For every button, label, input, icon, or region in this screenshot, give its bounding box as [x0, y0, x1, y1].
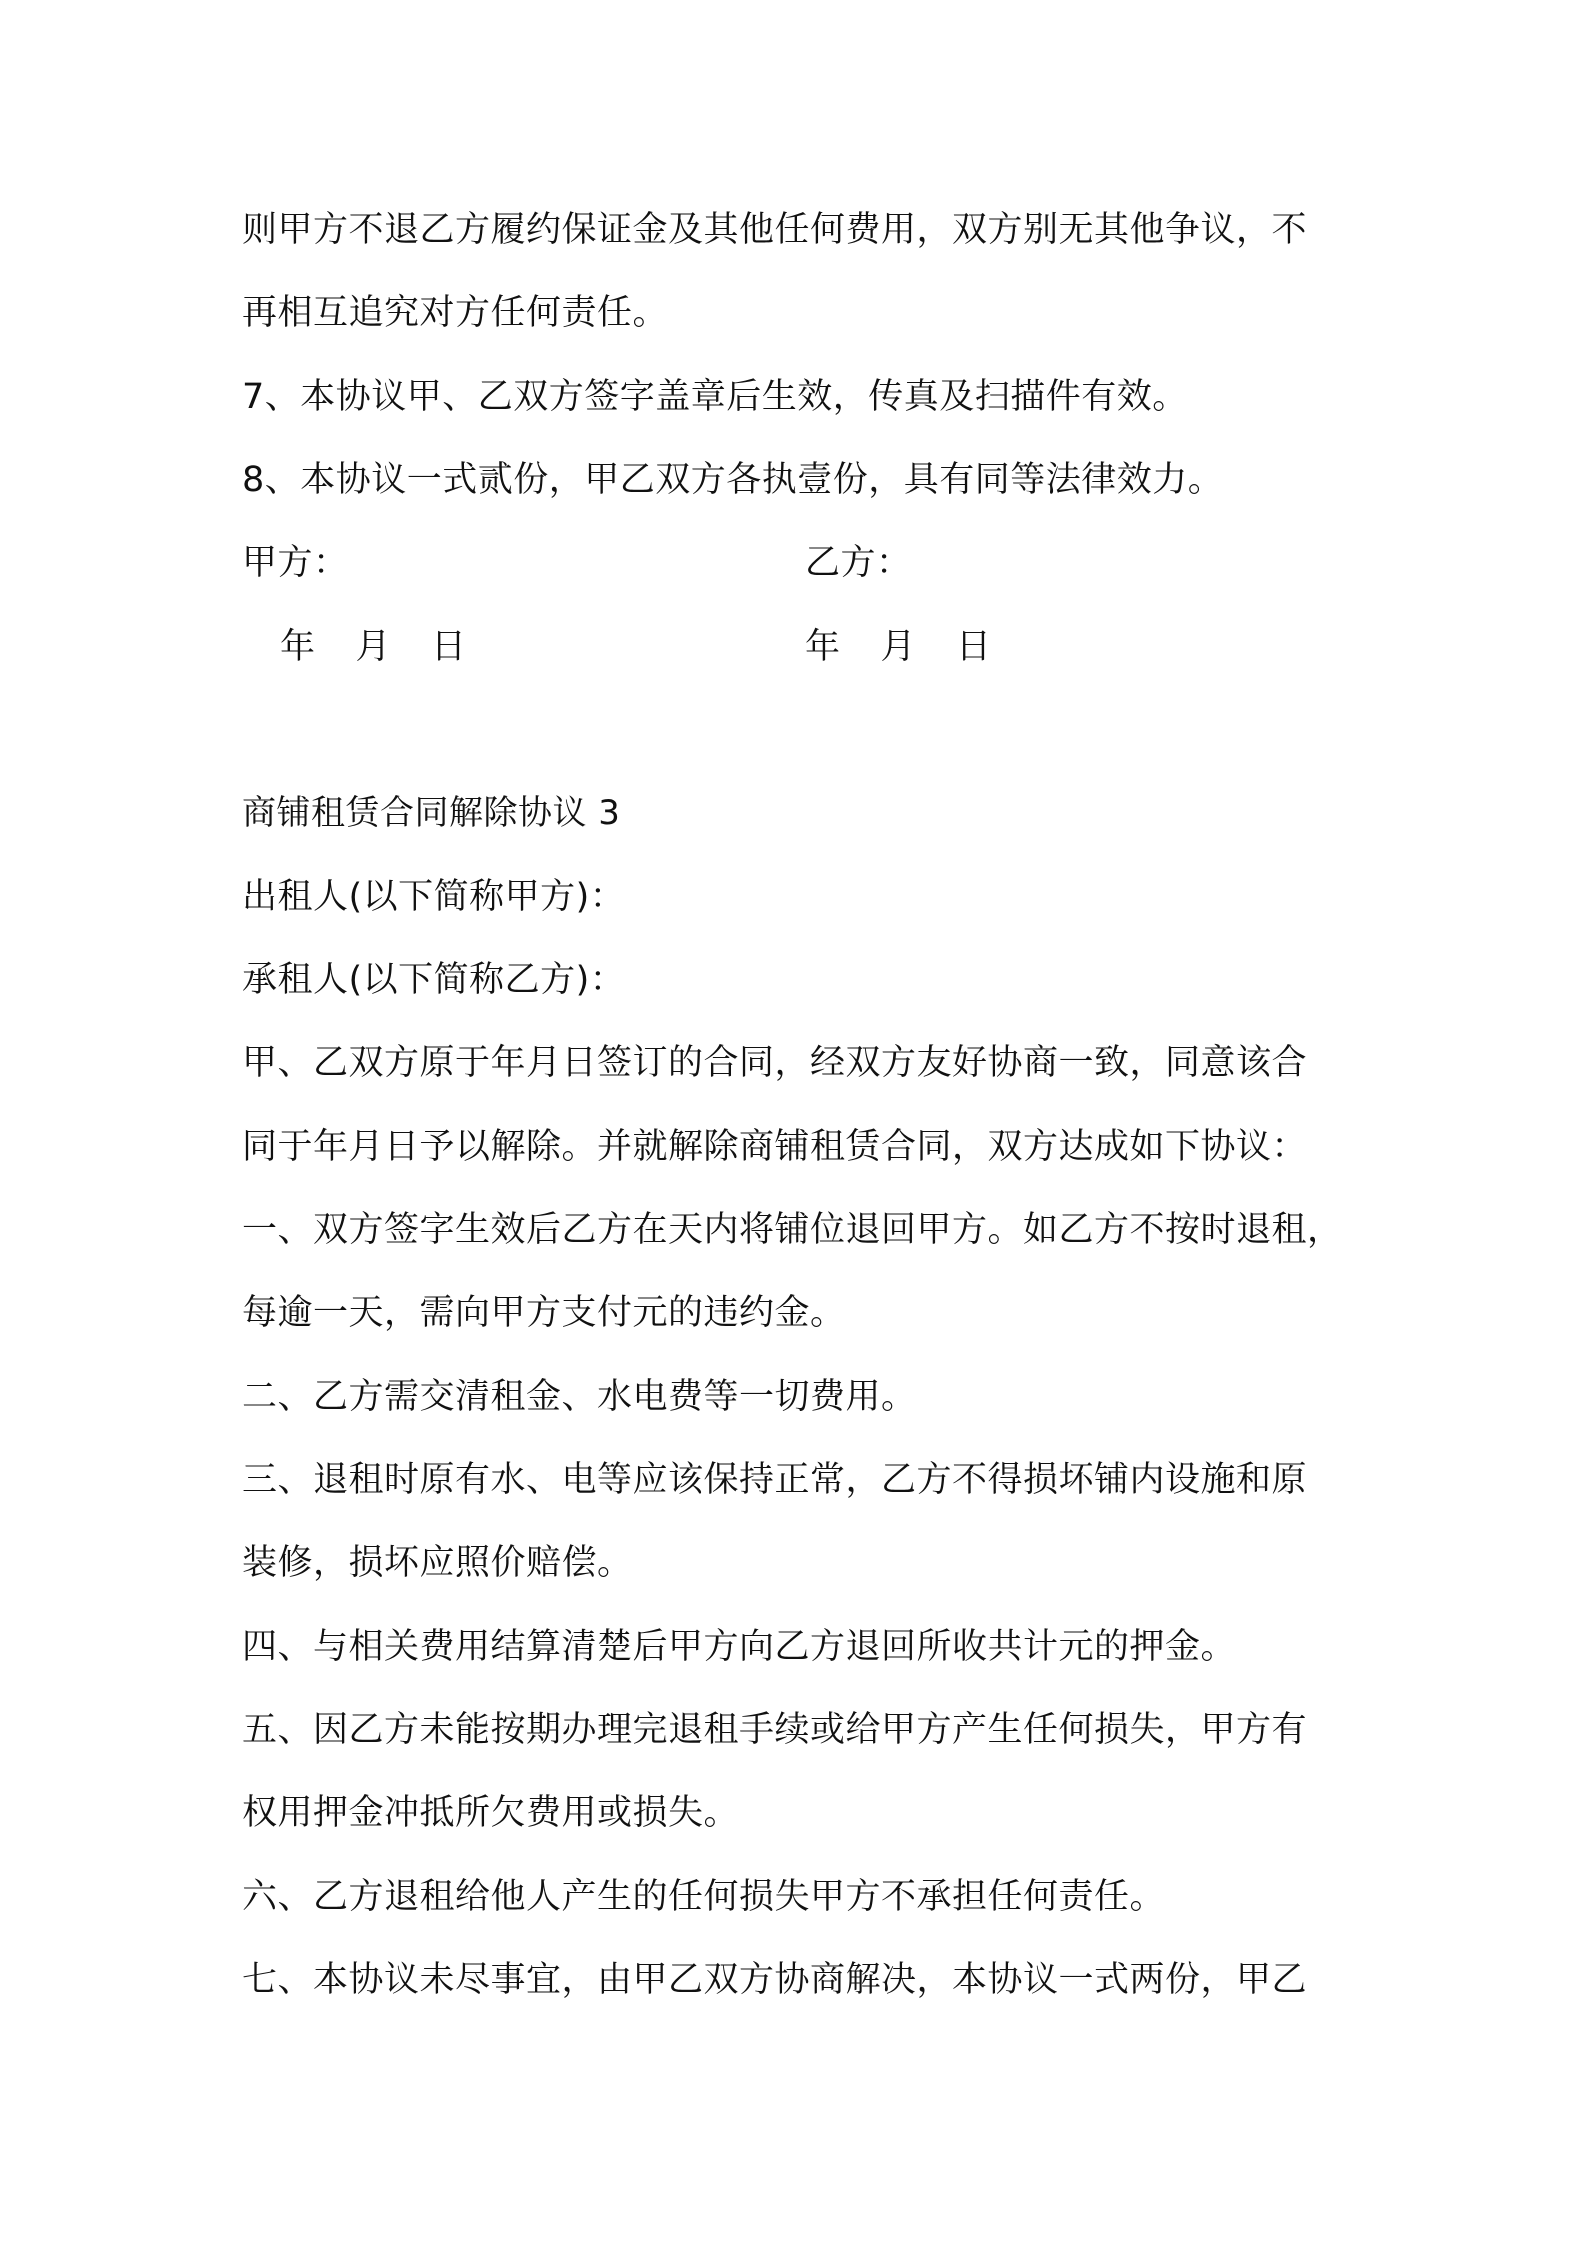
clause-7: 7、本协议甲、乙双方签字盖章后生效，传真及扫描件有效。	[242, 377, 1188, 417]
paragraph-line: 权用押金冲抵所欠费用或损失。	[242, 1793, 740, 1833]
party-b-date	[805, 622, 1105, 672]
party-b-label: 乙方：	[805, 543, 912, 583]
clause-1: 一、双方签字生效后乙方在天内将铺位退回甲方。如乙方不按时退租，	[242, 1210, 1343, 1250]
clause-8: 8、本协议一式贰份，甲乙双方各执壹份，具有同等法律效力。	[242, 460, 1224, 500]
paragraph-line: 同于年月日予以解除。并就解除商铺租赁合同，双方达成如下协议：	[242, 1127, 1308, 1167]
date-month: 月	[880, 627, 917, 667]
paragraph-line: 则甲方不退乙方履约保证金及其他任何费用，双方别无其他争议，不	[242, 210, 1308, 250]
party-a-label: 甲方：	[242, 543, 349, 583]
clause-2: 二、乙方需交清租金、水电费等一切费用。	[242, 1377, 917, 1417]
section-title: 商铺租赁合同解除协议 3	[242, 793, 621, 833]
date-day: 日	[956, 627, 992, 667]
clause-4: 四、与相关费用结算清楚后甲方向乙方退回所收共计元的押金。	[242, 1627, 1237, 1667]
clause-3: 三、退租时原有水、电等应该保持正常，乙方不得损坏铺内设施和原	[242, 1460, 1308, 1500]
date-month: 月	[355, 627, 392, 667]
paragraph-line: 再相互追究对方任何责任。	[242, 293, 669, 333]
paragraph-line: 甲、乙双方原于年月日签订的合同，经双方友好协商一致，同意该合	[242, 1043, 1308, 1083]
lessor-line: 出租人(以下简称甲方)：	[242, 877, 626, 917]
date-day: 日	[431, 627, 467, 667]
party-a-date	[280, 622, 580, 672]
date-year: 年	[805, 627, 841, 667]
clause-6: 六、乙方退租给他人产生的任何损失甲方不承担任何责任。	[242, 1877, 1166, 1917]
date-year: 年	[280, 627, 316, 667]
clause-7: 七、本协议未尽事宜，由甲乙双方协商解决，本协议一式两份，甲乙	[242, 1960, 1308, 2000]
paragraph-line: 每逾一天，需向甲方支付元的违约金。	[242, 1293, 846, 1333]
lessee-line: 承租人(以下简称乙方)：	[242, 960, 626, 1000]
clause-5: 五、因乙方未能按期办理完退租手续或给甲方产生任何损失，甲方有	[242, 1710, 1308, 1750]
paragraph-line: 装修，损坏应照价赔偿。	[242, 1543, 633, 1583]
